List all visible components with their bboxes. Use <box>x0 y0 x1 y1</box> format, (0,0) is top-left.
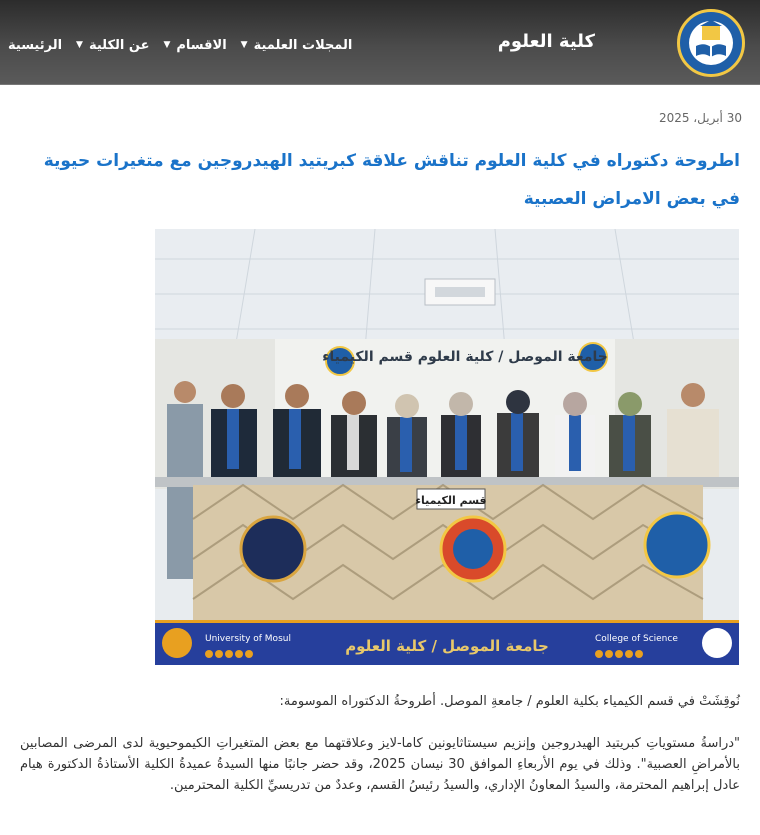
banner-right-text: College of Science <box>595 634 678 644</box>
nav-label: الرئيسية <box>8 37 63 53</box>
article-paragraph-intro: نُوقِشَتْ في قسم الكيمياء بكلية العلوم / جامعةِ الموصل. أطروحةُ الدكتوراه الموسومة: <box>279 694 740 709</box>
site-header <box>0 0 760 85</box>
chevron-down-icon: ▼ <box>163 40 171 50</box>
chevron-down-icon: ▼ <box>240 40 248 50</box>
nav-item-home[interactable] <box>8 38 62 53</box>
nav-item-departments[interactable] <box>163 38 226 53</box>
article-paragraph-body: "دراسةُ مستوياتِ كبريتيد الهيدروجين وإنزيم سيستاثايونين كاما-لايز وعلاقتهما مع بعض المتغيراتِ الكيموحيوية لدى المرضى المصابين بالأمراضِ العصبية". وذلك في يوم الأربعاءِ الموافق 30 نيسان 2025، وقد حضر جانبًا منها السيدةُ عميدةُ الكلية الأستاذةُ الدكتورة هيام عادل إبراهيم المحترمة، والسيدُ المعاونُ الإداري، والسيدُ رئيسُ القسم، وعددٌ من تدريسيِّ الكلية المحترمين. <box>20 736 740 793</box>
desk-sign: قسم الكيمياء <box>415 494 487 507</box>
university-logo-icon[interactable] <box>677 9 745 77</box>
banner-center-text: جامعة الموصل / كلية العلوم <box>345 637 549 655</box>
defense-photo-illustration <box>155 229 739 665</box>
article-photo[interactable] <box>155 229 739 665</box>
logo-emblem <box>680 12 742 74</box>
chevron-down-icon: ▼ <box>76 40 83 50</box>
nav-item-about[interactable] <box>76 38 149 53</box>
nav-label: الاقسام <box>176 37 227 53</box>
nav-item-journals[interactable] <box>241 38 353 53</box>
site-title[interactable]: كلية العلوم <box>497 31 595 52</box>
article-title[interactable]: اطروحة دكتوراه في كلية العلوم تناقش علاقة كبريتيد الهيدروجين مع متغيرات حيوية في بعض الامراض العصبية <box>43 151 740 209</box>
article-date: 30 أبريل، 2025 <box>658 111 742 125</box>
nav-label: عن الكلية <box>88 37 150 53</box>
banner-left-text: University of Mosul <box>205 634 291 644</box>
nav-label: المجلات العلمية <box>253 37 353 53</box>
wall-text: جامعة الموصل / كلية العلوم قسم الكيمياء <box>322 349 608 365</box>
main-nav <box>8 34 352 56</box>
